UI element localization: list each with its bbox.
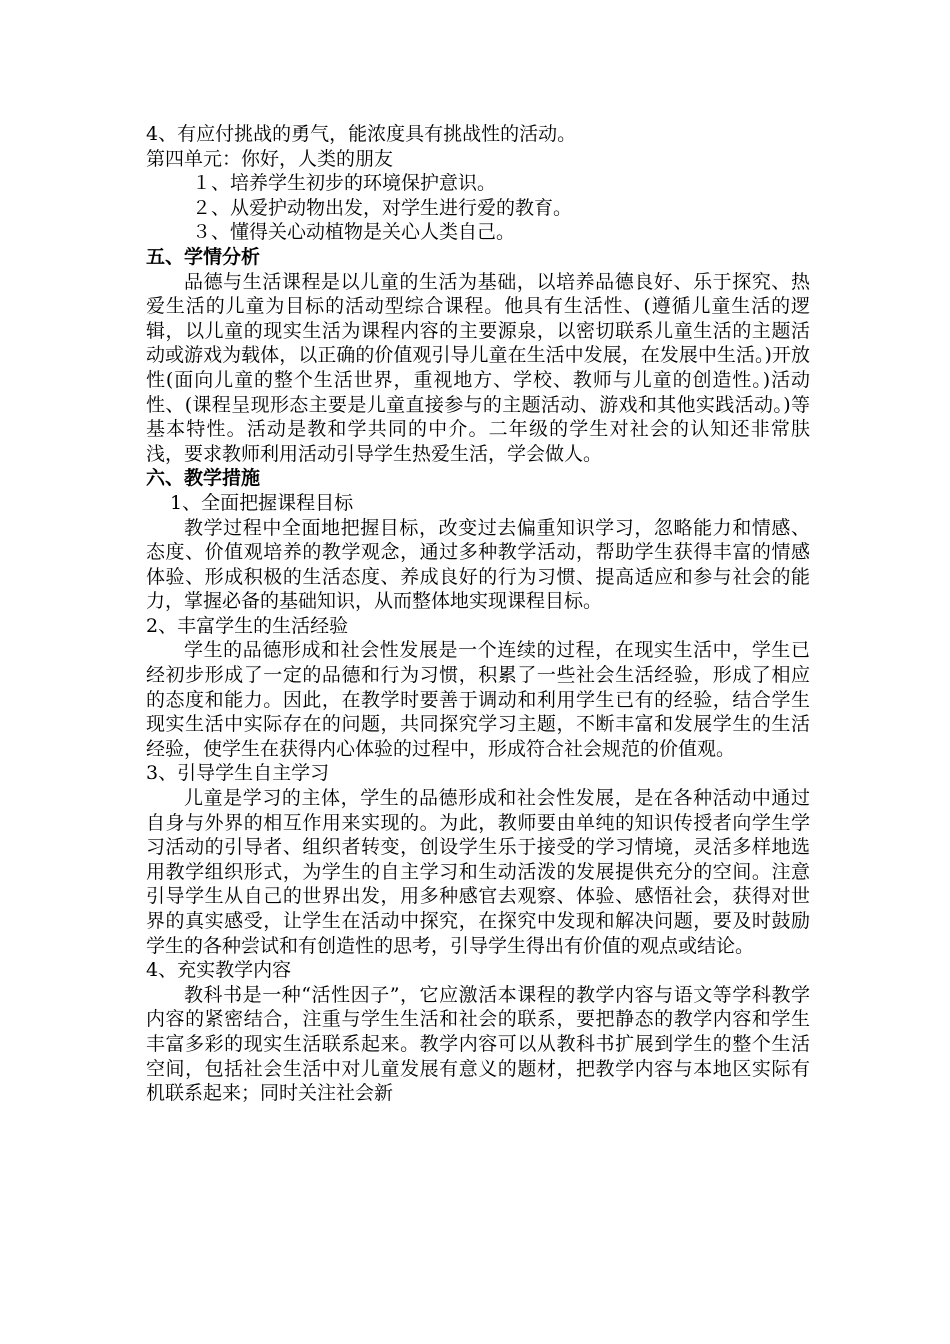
document-page: [146, 122, 810, 1106]
measure-1-paragraph: 教学过程中全面地把握目标，改变过去偏重知识学习，忽略能力和情感、态度、价值观培养的教学观念，通过多种教学活动，帮助学生获得丰富的情感体验、形成积极的生活态度、养成良好的行为习惯、提高适应和参与社会的能力，掌握必备的基础知识，从而整体地实现课程目标。: [146, 516, 810, 613]
unit-four-goal-1: １、培养学生初步的环境保护意识。: [192, 172, 497, 195]
section-5-paragraph: 品德与生活课程是以儿童的生活为基础，以培养品德良好、乐于探究、热爱生活的儿童为目标的活动型综合课程。他具有生活性、(遵循儿童生活的逻辑，以儿童的现实生活为课程内容的主要源泉，以密切联系儿童生活的主题活动或游戏为载体，以正确的价值观引导儿童在生活中发展，在发展中生活。)开放性(面向儿童的整个生活世界，重视地方、学校、教师与儿童的创造性。)活动性、(课程呈现形态主要是儿童直接参与的主题活动、游戏和其他实践活动。)等基本特性。活动是教和学共同的中介。二年级的学生对社会的认知还非常肤浅，要求教师利用活动引导学生热爱生活，学会做人。: [146, 270, 810, 465]
unit-four-goal-3: ３、懂得关心动植物是关心人类自己。: [192, 221, 516, 244]
measure-3-title: 3、引导学生自主学习: [146, 762, 330, 785]
measure-4-title: 4、充实教学内容: [146, 959, 292, 982]
goal-line-4: 4、有应付挑战的勇气，能浓度具有挑战性的活动。: [146, 123, 577, 145]
measure-3-paragraph: 儿童是学习的主体，学生的品德形成和社会性发展，是在各种活动中通过自身与外界的相互作用来实现的。为此，教师要由单纯的知识传授者向学生学习活动的引导者、组织者转变，创设学生乐于接受的学习情境，灵活多样地选用教学组织形式，为学生的自主学习和生动活泼的发展提供充分的空间。注意引导学生从自己的世界出发，用多种感官去观察、体验、感悟社会，获得对世界的真实感受，让学生在活动中探究，在探究中发现和解决问题，要及时鼓励学生的各种尝试和有创造性的思考，引导学生得出有价值的观点或结论。: [146, 787, 810, 957]
measure-2-title: 2、丰富学生的生活经验: [146, 614, 349, 637]
unit-four-goal-2: ２、从爱护动物出发，对学生进行爱的教育。: [192, 196, 573, 219]
measure-1-title: 1、全面把握课程目标: [170, 491, 354, 514]
measure-4-paragraph: 教科书是一种“活性因子”，它应激活本课程的教学内容与语文等学科教学内容的紧密结合，注重与学生生活和社会的联系，要把静态的教学内容和学生丰富多彩的现实生活联系起来。教学内容可以从教科书扩展到学生的整个生活空间，包括社会生活中对儿童发展有意义的题材，把教学内容与本地区实际有机联系起来；同时关注社会新: [146, 983, 810, 1105]
unit-four-title: 第四单元：你好，人类的朋友: [146, 147, 394, 170]
section-5-heading: 五、学情分析: [146, 245, 261, 268]
section-6-heading: 六、教学措施: [146, 467, 261, 490]
measure-2-paragraph: 学生的品德形成和社会性发展是一个连续的过程，在现实生活中，学生已经初步形成了一定的品德和行为习惯，积累了一些社会生活经验，形成了相应的态度和能力。因此，在教学时要善于调动和利用学生已有的经验，结合学生现实生活中实际存在的问题，共同探究学习主题，不断丰富和发展学生的生活经验，使学生在获得内心体验的过程中，形成符合社会规范的价值观。: [146, 639, 810, 760]
